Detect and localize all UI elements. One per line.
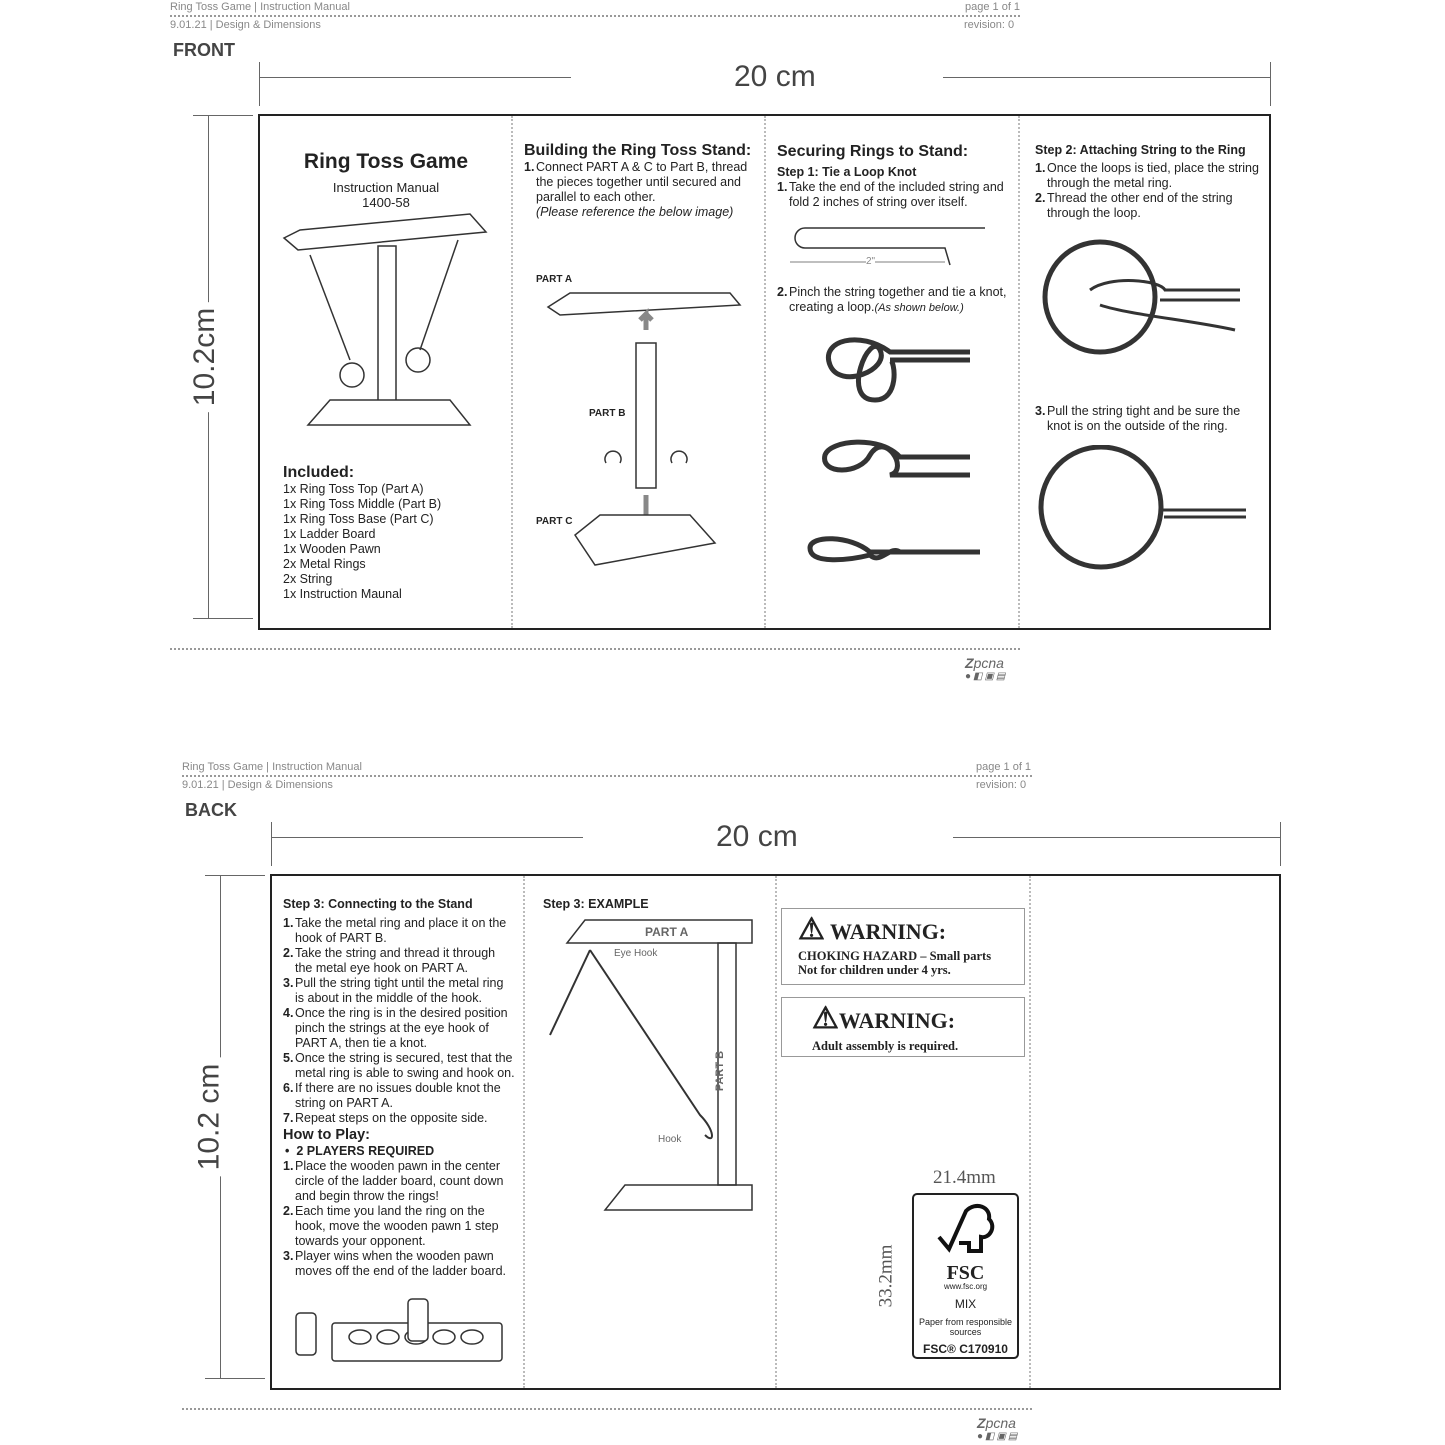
warning-icon: ⚠ <box>798 913 825 946</box>
step-item <box>283 1051 515 1081</box>
building-heading: Building the Ring Toss Stand: <box>524 142 752 159</box>
folded-string-illustration <box>785 220 995 270</box>
text: If there are no issues double knot the string on PART A. <box>295 1081 501 1110</box>
ring-knot-illustration <box>1036 445 1251 570</box>
text: Player wins when the wooden pawn moves off the end of the ladder board. <box>295 1249 507 1278</box>
fsc-code: FSC® C170910 <box>923 1342 1008 1356</box>
divider <box>182 775 1032 777</box>
cover <box>262 150 510 210</box>
ladder-board-illustration <box>292 1295 507 1365</box>
text: Take the metal ring and place it on the hook of PART B. <box>295 916 507 945</box>
step2 <box>777 285 1009 316</box>
step-text: Take the end of the included string and fold 2 inches of string over itself. <box>789 180 1004 209</box>
width-dimension: 20 cm <box>708 820 806 854</box>
step-item <box>1035 404 1265 434</box>
text: 7. <box>283 1111 294 1125</box>
part-a-label: PART A <box>536 274 573 285</box>
part-b-label: PART B <box>714 1050 727 1092</box>
step-number: 1. <box>1035 161 1046 175</box>
dim-line <box>271 837 583 838</box>
step-number: 1. <box>777 180 788 194</box>
step-item <box>283 1006 515 1051</box>
included-item: 1x Instruction Maunal <box>283 587 402 601</box>
step-text: Connect PART A & C to Part B, thread the pieces together until secured and parallel to each other. <box>536 160 748 204</box>
height-dimension: 10.2cm <box>188 302 222 412</box>
fsc-tree-logo <box>931 1199 1001 1259</box>
fsc-url: www.fsc.org <box>943 1282 988 1291</box>
header-revision: revision: 0 <box>964 19 1015 31</box>
header-revision: revision: 0 <box>976 779 1027 791</box>
cover-subtitle: Instruction Manual <box>332 180 440 195</box>
text: Pull the string tight until the metal ring is about in the middle of the hook. <box>295 976 504 1005</box>
included-item: 1x Ring Toss Base (Part C) <box>283 512 434 526</box>
connecting-section <box>283 897 515 1279</box>
dim-tick <box>259 62 260 106</box>
dim-tick <box>193 115 253 116</box>
text: 3. <box>283 1249 294 1263</box>
header-page: page 1 of 1 <box>965 1 1021 13</box>
fold-line <box>775 876 777 1388</box>
header-page: page 1 of 1 <box>976 761 1032 773</box>
fold-line <box>523 876 525 1388</box>
step-number: 2. <box>1035 191 1046 205</box>
text: Once the ring is in the desired position pinch the strings at the eye hook of PART A, then tie a knot. <box>295 1006 508 1050</box>
connecting-heading: Step 3: Connecting to the Stand <box>283 897 473 911</box>
included-heading: Included: <box>283 464 355 481</box>
warning-text: Not for children under 4 yrs. <box>798 963 951 977</box>
text: Place the wooden pawn in the center circle of the ladder board, count down and begin throw the rings! <box>295 1159 504 1203</box>
warning-icon: ⚠ <box>812 1002 839 1035</box>
text: pcna <box>985 1415 1016 1431</box>
fold-line <box>511 116 513 628</box>
part-a-label: PART A <box>645 925 689 939</box>
fsc-brand: FSC <box>946 1262 985 1284</box>
step-item <box>283 946 515 976</box>
step-item <box>777 285 1009 316</box>
building-note: (Please reference the below image) <box>536 205 734 219</box>
dim-tick <box>205 1378 265 1379</box>
side-label: BACK <box>185 800 237 820</box>
divider <box>170 648 1020 650</box>
part-c-label: PART C <box>536 516 573 527</box>
text: 6. <box>283 1081 294 1095</box>
side-label: FRONT <box>173 40 235 60</box>
step-item <box>283 1081 515 1111</box>
step-item <box>1035 191 1265 221</box>
assembly-warning <box>781 997 1025 1057</box>
fold-line <box>1029 876 1031 1388</box>
text: 4. <box>283 1006 294 1020</box>
cover-title: Ring Toss Game <box>303 150 469 173</box>
header-date: 9.01.21 | Design & Dimensions <box>170 19 321 31</box>
knot-illustration <box>800 330 990 580</box>
choking-warning <box>781 908 1025 985</box>
divider <box>170 15 1020 17</box>
step-item <box>283 1159 515 1204</box>
text: Take the string and thread it through the metal eye hook on PART A. <box>295 946 496 975</box>
step-item <box>283 1249 515 1279</box>
pcna-logo: Zpcna ●◧▣▤ <box>977 1415 1020 1442</box>
fold-line <box>764 116 766 628</box>
ring-string-illustration <box>1040 235 1250 365</box>
step-text: Pull the string tight and be sure the knot is on the outside of the ring. <box>1047 404 1241 433</box>
eye-hook-label: Eye Hook <box>614 948 658 959</box>
step-number: 1. <box>524 160 535 174</box>
step-text: Pinch the string together and tie a knot, creating a loop. <box>789 285 1007 314</box>
part-b-label: PART B <box>589 408 626 419</box>
step-item <box>777 180 1009 210</box>
attaching-section <box>1035 143 1265 221</box>
warning-title: WARNING: <box>838 1008 956 1033</box>
header-date: 9.01.21 | Design & Dimensions <box>182 779 333 791</box>
divider <box>182 1408 1032 1410</box>
step-item <box>524 160 756 205</box>
cover-code: 1400-58 <box>362 195 410 210</box>
text: 1. <box>283 1159 294 1173</box>
step-number: 3. <box>1035 404 1046 418</box>
measure-label: 2" <box>866 256 876 267</box>
stand-illustration <box>280 210 490 440</box>
step-item <box>283 1111 515 1126</box>
example-heading: Step 3: EXAMPLE <box>543 897 649 911</box>
securing-section <box>777 143 1009 210</box>
dim-line <box>259 77 571 78</box>
step-text: Thread the other end of the string through the loop. <box>1047 191 1233 220</box>
exploded-stand-illustration <box>540 285 750 575</box>
dim-line <box>953 837 1280 838</box>
warning-text: Adult assembly is required. <box>812 1039 959 1053</box>
example-illustration <box>540 915 765 1215</box>
securing-heading: Securing Rings to Stand: <box>777 143 969 160</box>
included-item: 2x Metal Rings <box>283 557 366 571</box>
text: 1. <box>283 916 294 930</box>
warning-title: WARNING: <box>830 919 947 944</box>
text: 5. <box>283 1051 294 1065</box>
attaching-heading: Step 2: Attaching String to the Ring <box>1035 143 1246 157</box>
warning-text: CHOKING HAZARD – Small parts <box>798 949 992 963</box>
players-required: • 2 PLAYERS REQUIRED <box>285 1144 435 1158</box>
text: 2. <box>283 946 294 960</box>
pcna-logo: Zpcna ●◧▣▤ <box>965 655 1008 682</box>
included-item: 1x Ring Toss Middle (Part B) <box>283 497 442 511</box>
fsc-desc: Paper from responsible sources <box>918 1317 1013 1337</box>
included-item: 1x Ring Toss Top (Part A) <box>283 482 424 496</box>
height-dimension: 10.2 cm <box>192 1058 226 1177</box>
dim-line <box>943 77 1270 78</box>
text: 2 PLAYERS REQUIRED <box>296 1144 435 1158</box>
step-item <box>283 976 515 1006</box>
step-item <box>1035 161 1265 191</box>
width-dimension: 20 cm <box>726 60 824 94</box>
dim-tick <box>271 822 272 866</box>
header-title: Ring Toss Game | Instruction Manual <box>182 761 362 773</box>
building-section <box>524 141 756 220</box>
play-heading: How to Play: <box>283 1127 371 1143</box>
step-item <box>283 916 515 946</box>
dim-tick <box>193 618 253 619</box>
hook-label: Hook <box>658 1134 682 1145</box>
fold-line <box>1018 116 1020 628</box>
header-title: Ring Toss Game | Instruction Manual <box>170 1 350 13</box>
dim-tick <box>1270 62 1271 106</box>
fsc-width-dim: 21.4mm <box>933 1167 996 1188</box>
step1-heading: Step 1: Tie a Loop Knot <box>777 165 917 179</box>
included-item: 2x String <box>283 572 333 586</box>
step-number: 2. <box>777 285 788 299</box>
text: 2. <box>283 1204 294 1218</box>
step-text: Once the loops is tied, place the string through the metal ring. <box>1047 161 1259 190</box>
included-item: 1x Wooden Pawn <box>283 542 381 556</box>
fsc-height-dim: 33.2mm <box>875 1244 897 1308</box>
text: Repeat steps on the opposite side. <box>295 1111 488 1125</box>
included-item: 1x Ladder Board <box>283 527 376 541</box>
dim-tick <box>1280 822 1281 866</box>
included-section <box>283 464 441 602</box>
attaching-step3 <box>1035 404 1265 434</box>
fsc-type: MIX <box>954 1297 977 1311</box>
text: pcna <box>973 655 1004 671</box>
text: Once the string is secured, test that the metal ring is able to swing and hook on. <box>295 1051 515 1080</box>
step-item <box>283 1204 515 1249</box>
text: Each time you land the ring on the hook, move the wooden pawn 1 step towards your opponent. <box>295 1204 499 1248</box>
fsc-label <box>912 1193 1019 1359</box>
text: 3. <box>283 976 294 990</box>
step-note: (As shown below.) <box>874 302 964 314</box>
dim-tick <box>205 875 265 876</box>
